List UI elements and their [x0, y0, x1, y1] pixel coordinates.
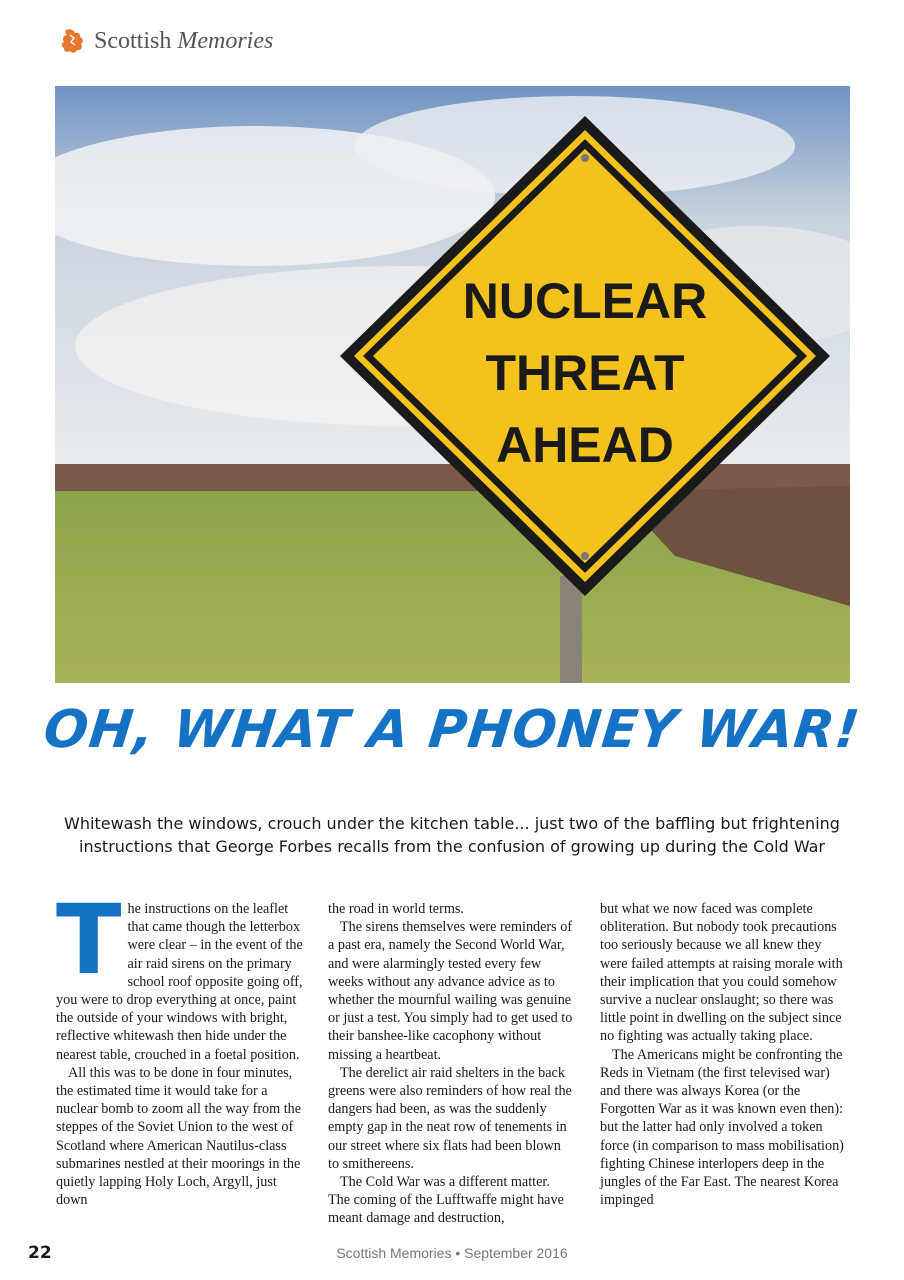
paragraph: but what we now faced was complete obliteration. But nobody took precautions too seriously because we all knew they were failed attempts at raising morale with their implication that you could somehow survive a nuclear onslaught; so there was little point in dwelling on the subject since no fighting was actually taking place. [600, 901, 843, 1045]
sign-line-3: AHEAD [496, 417, 674, 473]
paragraph: The sirens themselves were reminders of a past era, namely the Second World War, and were alarmingly tested every few weeks without any advance advice as to whether the mournful wailing was genuine or just a test. You simply had to get used to their banshee-like cacophony without missing a heartbeat. [328, 919, 573, 1063]
paragraph: All this was to be done in four minutes, the estimated time it would take for a nuclear bomb to zoom all the way from the steppes of the Soviet Union to the west of Scotland where American Nautilus-class submarines nestled at their moorings in the quietly lapping Holy Loch, Argyll, just down [56, 1064, 302, 1209]
hero-photo [55, 86, 850, 683]
sign-line-1: NUCLEAR [462, 273, 708, 329]
column-3 [600, 900, 847, 1230]
footer-credit: Scottish Memories • September 2016 [336, 1245, 568, 1261]
paragraph: The Cold War was a different matter. The coming of the Lufftwaffe might have meant damage and destruction, [328, 1174, 564, 1227]
column-1 [56, 884, 303, 1230]
lion-rampant-icon [58, 26, 88, 56]
page-footer [0, 1243, 904, 1267]
sign-line-2: THREAT [485, 345, 685, 401]
paragraph: the road in world terms. [328, 901, 464, 917]
paragraph: The derelict air raid shelters in the back greens were also reminders of how real the dangers had been, as was the suddenly empty gap in the neat row of tenements in our street where six flats had been blown to smithereens. [328, 1064, 572, 1172]
paragraph: The Americans might be confronting the Reds in Vietnam (the first televised war) and there was always Korea (or the Forgotten War as it was known even then): but the latter had only involved a token force (in comparison to mass mobilisation) fighting Chinese interlopers deep in the jungles of the Far East. The nearest Korea impinged [600, 1046, 844, 1209]
standfirst: Whitewash the windows, crouch under the kitchen table... just two of the baffling but frightening instructions that George Forbes recalls from the confusion of growing up during the Cold War [64, 814, 840, 856]
article-body [56, 884, 848, 1230]
masthead [58, 24, 273, 58]
paragraph: he instructions on the leaflet that came though the letterbox were clear – in the event of the air raid sirens on the primary school roof opposite going off, you were to drop everything at once, paint the outside of your windows with bright, reflective whitewash then hide under the nearest table, crouched in a foetal position. [56, 901, 303, 1063]
column-2 [328, 900, 575, 1230]
headline: OH, WHAT A PHONEY WAR! [40, 700, 864, 760]
drop-cap: T [56, 884, 122, 996]
brand-name: Scottish Memories [94, 27, 274, 54]
page-number: 22 [28, 1243, 52, 1263]
